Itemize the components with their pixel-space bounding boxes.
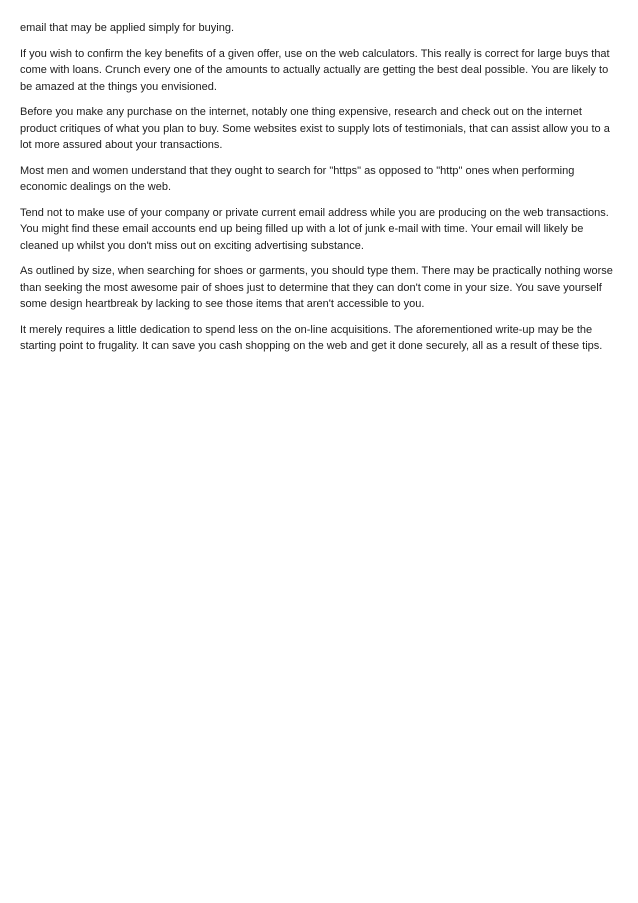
paragraph-https: Most men and women understand that they ought to search for "https" as opposed to "http" ones when performing economic dealings on the web. (20, 164, 575, 193)
paragraph-email-address: Tend not to make use of your company or private current email address while you are producing on the web transactions. You might find these email accounts end up being filled up with a lot of junk e-mail with time. Your email will likely be cleaned up whilst you don't miss out on exciting advertising substance. (20, 206, 609, 252)
document-page (20, 20, 620, 364)
paragraph-continuation: email that may be applied simply for buying. (20, 22, 234, 34)
paragraph-calculators: If you wish to confirm the key benefits of a given offer, use on the web calculators. This really is correct for large buys that come with loans. Crunch every one of the amounts to actually actually are getting the best deal possible. You are likely to be amazed at the things you envisioned. (20, 47, 610, 93)
paragraph-size: As outlined by size, when searching for shoes or garments, you should type them. There may be practically nothing worse than seeking the most awesome pair of shoes just to determine that they can don't come in your size. You save yourself some design heartbreak by lacking to see those items that aren't accessible to you. (20, 265, 613, 310)
paragraph-conclusion: It merely requires a little dedication to spend less on the on-line acquisitions. The aforementioned write-up may be the starting point to frugality. It can save you cash shopping on the web and get it done securely, all as a result of these tips. (20, 323, 603, 352)
paragraph-product-critiques: Before you make any purchase on the internet, notably one thing expensive, research and check out on the internet product critiques of what you plan to buy. Some websites exist to supply lots of testimonials, that can assist allow you to a lot more assured about your transactions. (20, 106, 610, 151)
